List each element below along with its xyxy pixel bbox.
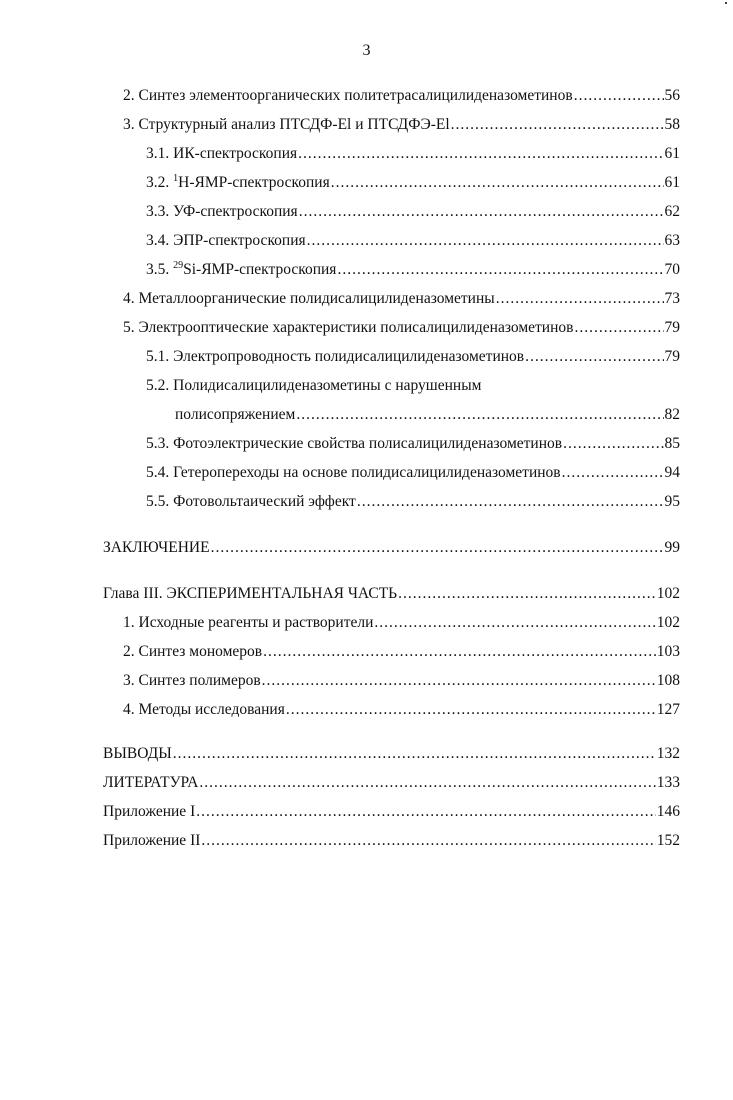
toc-dot-leader (263, 641, 656, 663)
toc-entry[interactable] (103, 801, 680, 823)
toc-entry-label: 2. Синтез мономеров (123, 643, 263, 660)
toc-entry-page: 61 (664, 174, 680, 191)
toc-entry-label: Глава III. ЭКСПЕРИМЕНТАЛЬНАЯ ЧАСТЬ (103, 585, 398, 602)
toc-entry-label: 3. Синтез полимеров (123, 672, 261, 689)
toc-entry-label: 5.5. Фотовольтаический эффект (146, 493, 356, 510)
toc-entry-page: 70 (664, 261, 680, 278)
toc-dot-leader (307, 230, 664, 252)
toc-dot-leader (451, 114, 664, 136)
toc-entry[interactable] (123, 612, 680, 634)
toc-entry[interactable] (146, 143, 680, 165)
toc-entry-label: 5.1. Электропроводность полидисалицилиденазометинов (146, 348, 525, 365)
toc-entry-page: 58 (664, 116, 680, 133)
toc-entry-label (146, 259, 336, 281)
toc-entry-label-continuation: полисопряжением (175, 406, 296, 423)
toc-dot-leader (211, 537, 664, 559)
toc-entry-label: ЛИТЕРАТУРА (103, 774, 199, 791)
toc-dot-leader (298, 143, 663, 165)
toc-entry[interactable] (123, 85, 680, 107)
toc-entry[interactable] (103, 743, 680, 765)
toc-entry-page: 61 (664, 145, 680, 162)
toc-entry[interactable] (123, 670, 680, 692)
toc-entry-number: 3.2. (146, 174, 174, 191)
toc-entry-page: 99 (664, 539, 680, 556)
toc-entry[interactable] (146, 201, 680, 223)
toc-dot-leader (398, 583, 656, 605)
toc-entry-number: 3.5. (146, 261, 174, 278)
toc-dot-leader (299, 201, 664, 223)
toc-dot-leader (286, 699, 656, 721)
toc-entry-page: 127 (656, 701, 680, 718)
toc-entry[interactable] (146, 462, 680, 484)
toc-entry-page: 56 (664, 87, 680, 104)
toc-entry-first-line[interactable] (146, 375, 481, 397)
toc-entry[interactable] (123, 114, 680, 136)
toc-entry[interactable] (103, 537, 680, 559)
toc-dot-leader (562, 462, 664, 484)
toc-entry-page: 79 (664, 348, 680, 365)
toc-entry-title: Н-ЯМР-спектроскопия (178, 174, 330, 191)
toc-entry-page: 102 (656, 614, 680, 631)
toc-entry-label: 3. Структурный анализ ПТСДФ-El и ПТСДФЭ-El (123, 116, 450, 133)
toc-entry[interactable] (146, 491, 680, 513)
toc-entry[interactable] (123, 288, 680, 310)
toc-dot-leader (563, 433, 663, 455)
toc-entry[interactable] (103, 583, 680, 605)
toc-entry[interactable] (123, 317, 680, 339)
toc-entry-label: ВЫВОДЫ (103, 745, 172, 762)
toc-entry-label: Приложение I (103, 803, 196, 820)
toc-dot-leader (357, 491, 664, 513)
toc-entry-label: 3.4. ЭПР-спектроскопия (146, 232, 306, 249)
page-number: 3 (362, 42, 371, 59)
toc-entry-label: 5.4. Гетеропереходы на основе полидисалицилиденазометинов (146, 464, 561, 481)
toc-dot-leader (262, 670, 656, 692)
toc-dot-leader (574, 317, 663, 339)
toc-entry[interactable] (103, 772, 680, 794)
toc-entry-page: 133 (656, 774, 680, 791)
toc-entry-page: 108 (656, 672, 680, 689)
toc-entry-page: 73 (664, 290, 680, 307)
toc-entry-page: 85 (664, 435, 680, 452)
toc-entry[interactable] (123, 699, 680, 721)
toc-entry[interactable] (146, 259, 680, 281)
toc-dot-leader (173, 743, 656, 765)
toc-entry-label: 3.3. УФ-спектроскопия (146, 203, 298, 220)
toc-entry-label: 4. Методы исследования (123, 701, 285, 718)
toc-entry-page: 146 (656, 803, 680, 820)
toc-entry-label (146, 172, 330, 194)
isotope-superscript: 29 (173, 260, 184, 271)
toc-entry[interactable] (146, 433, 680, 455)
toc-entry-page: 132 (656, 745, 680, 762)
toc-entry-label: ЗАКЛЮЧЕНИЕ (103, 539, 210, 556)
toc-entry-label: 1. Исходные реагенты и растворители (123, 614, 374, 631)
toc-entry[interactable] (123, 641, 680, 663)
toc-entry-page: 62 (664, 203, 680, 220)
isotope-superscript: 1 (173, 173, 179, 184)
toc-entry[interactable] (146, 230, 680, 252)
toc-entry-page: 82 (664, 406, 680, 423)
toc-entry-label: Приложение II (103, 832, 201, 849)
toc-entry-page: 103 (656, 643, 680, 660)
toc-dot-leader (374, 612, 655, 634)
toc-entry-label: 5.3. Фотоэлектрические свойства полисалицилиденазометинов (146, 435, 563, 452)
toc-entry-label: 2. Синтез элементоорганических политетрасалицилиденазометинов (123, 87, 573, 104)
toc-entry-label: 4. Металлоорганические полидисалицилиденазометины (123, 290, 495, 307)
toc-dot-leader (296, 404, 663, 426)
toc-dot-leader (199, 772, 655, 794)
toc-entry[interactable] (146, 172, 680, 194)
toc-dot-leader (201, 830, 655, 852)
toc-dot-leader (331, 172, 664, 194)
toc-entry-page: 95 (664, 493, 680, 510)
toc-entry-page: 152 (656, 832, 680, 849)
toc-entry-title: Si-ЯМР-спектроскопия (183, 261, 337, 278)
toc-entry-page: 79 (664, 319, 680, 336)
toc-dot-leader (574, 85, 664, 107)
toc-entry[interactable] (146, 346, 680, 368)
toc-entry-page: 63 (664, 232, 680, 249)
toc-dot-leader (196, 801, 656, 823)
toc-dot-leader (525, 346, 663, 368)
toc-dot-leader (496, 288, 664, 310)
toc-entry-page: 94 (664, 464, 680, 481)
toc-entry-label: 3.1. ИК-спектроскопия (146, 145, 298, 162)
toc-entry[interactable] (175, 404, 680, 426)
toc-entry[interactable] (103, 830, 680, 852)
toc-entry-label: 5. Электрооптические характеристики полисалицилиденазометинов (123, 319, 574, 336)
toc-entry-page: 102 (656, 585, 680, 602)
toc-dot-leader (337, 259, 663, 281)
toc-entry-label: 5.2. Полидисалицилиденазометины с нарушенным (146, 377, 482, 394)
